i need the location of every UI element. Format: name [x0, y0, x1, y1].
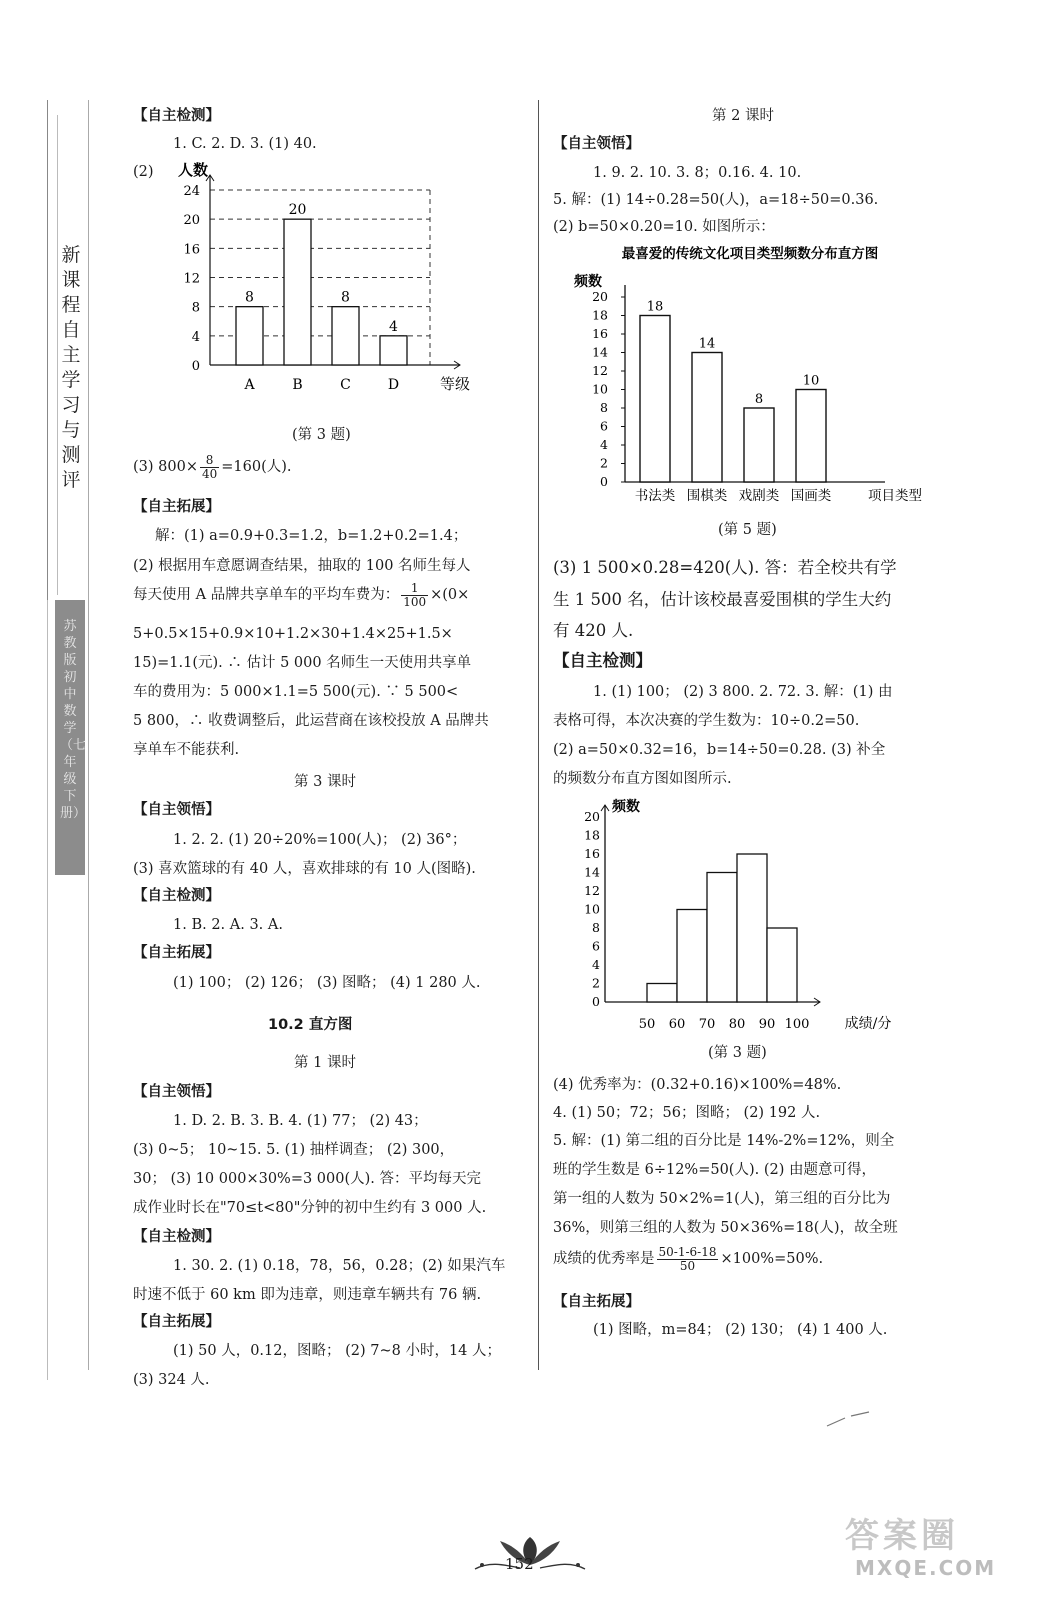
fraction — [200, 454, 219, 481]
y-tick-label: 20 — [183, 213, 200, 229]
y-tick-label: 12 — [183, 271, 200, 287]
chart-title: 最喜爱的传统文化项目类型频数分布直方图 — [621, 246, 879, 262]
y-tick-label: 8 — [600, 400, 608, 415]
answer-line: 1. B. 2. A. 3. A. — [173, 917, 283, 933]
y-tick-label: 10 — [592, 381, 608, 397]
watermark-url: MXQE.COM — [855, 1556, 997, 1580]
y-tick-label: 20 — [584, 809, 600, 824]
spine-band-text: 苏教版初中数学（七年级下册） — [60, 619, 87, 821]
y-tick-label: 0 — [191, 359, 200, 374]
x-axis-label: 等级 — [440, 375, 471, 393]
spine-rule — [88, 100, 89, 1370]
section-heading: 【自主拓展】 — [133, 945, 220, 961]
x-tick-label: 80 — [728, 1017, 746, 1032]
histogram-bar — [707, 873, 737, 1003]
answer-line — [133, 580, 469, 610]
numerator: 1 — [401, 582, 428, 596]
x-tick-label: 书法类 — [634, 488, 676, 504]
fraction — [401, 582, 428, 609]
answer-line: 生 1 500 名，估计该校最喜爱围棋的学生大约 — [553, 590, 892, 609]
y-tick-label: 6 — [592, 938, 600, 954]
section-heading: 【自主拓展】 — [133, 1314, 220, 1330]
y-tick-label: 12 — [592, 363, 608, 378]
x-tick-label: D — [387, 377, 400, 393]
answer-line: 的频数分布直方图如图所示. — [553, 771, 732, 787]
y-tick-label: 24 — [183, 184, 200, 199]
x-tick-label: 戏剧类 — [738, 488, 780, 504]
y-tick-label: 16 — [183, 242, 200, 258]
answer-line: 解：(1) a=0.9+0.3=1.2，b=1.2+0.2=1.4； — [155, 528, 468, 544]
y-tick-label: 10 — [584, 901, 600, 917]
data-label: 8 — [341, 289, 350, 306]
answer-line: 5. 解：(1) 第二组的百分比是 14%-2%=12%，则全 — [553, 1133, 895, 1149]
answer-line: (3) 喜欢篮球的有 40 人，喜欢排球的有 10 人(图略). — [133, 861, 476, 877]
bar-chart-culture — [550, 240, 960, 510]
answer-line: (1) 图略，m=84； (2) 130； (4) 1 400 人. — [593, 1322, 888, 1338]
data-label: 4 — [389, 318, 398, 335]
answer-line: 5. 解：(1) 14÷0.28=50(人)，a=18÷50=0.36. — [553, 192, 879, 208]
section-heading: 【自主领悟】 — [133, 1084, 220, 1100]
answer-line: (1) 50 人，0.12，图略； (2) 7~8 小时，14 人； — [173, 1343, 502, 1359]
bar — [284, 219, 311, 365]
section-heading: 【自主检测】 — [133, 1229, 220, 1245]
answer-line: 时速不低于 60 km 即为违章，则违章车辆共有 76 辆. — [133, 1287, 482, 1303]
answer-line: (1) 100； (2) 126； (3) 图略； (4) 1 280 人. — [173, 975, 481, 991]
section-heading: 【自主领悟】 — [133, 802, 220, 818]
y-tick-label: 18 — [592, 307, 608, 323]
x-tick-label: 国画类 — [790, 488, 832, 504]
section-title: 10.2 直方图 — [268, 1017, 353, 1033]
answer-line: (2) a=50×0.32=16，b=14÷50=0.28. (3) 补全 — [553, 742, 886, 758]
formula-text: =160(人). — [221, 459, 292, 475]
bar — [796, 390, 826, 483]
y-tick-label: 0 — [600, 474, 608, 489]
y-tick-label: 8 — [191, 300, 200, 316]
answer-line — [133, 452, 292, 482]
y-tick-label: 18 — [584, 827, 600, 843]
section-heading: 【自主拓展】 — [553, 1294, 640, 1310]
watermark-logo — [825, 1500, 1005, 1590]
lesson-title: 第 3 课时 — [294, 774, 356, 790]
y-tick-label: 4 — [191, 329, 200, 345]
histogram-bar — [647, 984, 677, 1003]
answer-line: (2) b=50×0.20=10. 如图所示： — [553, 219, 775, 235]
spine-rule — [57, 115, 58, 595]
answer-line: (3) 0~5； 10~15. 5. (1) 抽样调查； (2) 300， — [133, 1142, 455, 1158]
y-tick-label: 4 — [592, 957, 600, 972]
column-divider — [538, 100, 539, 1370]
lesson-title: 第 1 课时 — [294, 1055, 356, 1071]
x-tick-label: 50 — [638, 1017, 656, 1032]
histogram-bar — [737, 854, 767, 1002]
x-axis-label: 项目类型 — [868, 488, 922, 504]
answer-line: 1. (1) 100； (2) 3 800. 2. 72. 3. 解：(1) 由 — [593, 684, 893, 700]
histogram-scores — [560, 795, 940, 1035]
bar — [640, 316, 670, 483]
formula-text: 成绩的优秀率是 — [553, 1251, 655, 1267]
answer-line: 30； (3) 10 000×30%=3 000(人). 答：平均每天完 — [133, 1171, 482, 1187]
section-heading: 【自主领悟】 — [553, 136, 640, 152]
answer-line: 5+0.5×15+0.9×10+1.2×30+1.4×25+1.5× — [133, 626, 453, 642]
x-tick-label: 70 — [698, 1017, 716, 1032]
answer-line: 班的学生数是 6÷12%=50(人). (2) 由题意可得， — [553, 1162, 876, 1178]
y-tick-label: 8 — [592, 920, 600, 935]
numerator: 50-1-6-18 — [658, 1244, 717, 1259]
histogram-bar — [677, 910, 707, 1003]
y-tick-label: 14 — [592, 344, 608, 360]
data-label: 8 — [754, 392, 764, 407]
x-tick-label: 60 — [668, 1017, 686, 1032]
bar — [236, 307, 263, 365]
y-tick-label: 14 — [584, 864, 600, 880]
x-tick-label: B — [292, 377, 303, 393]
denominator: 40 — [201, 466, 218, 481]
answer-line: 36%，则第三组的人数为 50×36%=18(人)，故全班 — [553, 1220, 898, 1236]
bar — [380, 336, 407, 365]
y-tick-label: 2 — [592, 975, 600, 991]
data-label: 10 — [802, 373, 820, 389]
bar — [744, 408, 774, 482]
answer-line: 1. 2. 2. (1) 20÷20%=100(人)； (2) 36°； — [173, 832, 467, 848]
y-tick-label: 0 — [592, 994, 600, 1009]
lesson-title: 第 2 课时 — [712, 108, 774, 124]
histogram-bar — [767, 928, 797, 1002]
section-heading: 【自主检测】 — [133, 108, 220, 124]
formula-text: 每天使用 A 品牌共享单车的平均车费为： — [133, 587, 400, 603]
denominator: 100 — [403, 594, 427, 609]
answer-line: 1. 30. 2. (1) 0.18，78，56，0.28；(2) 如果汽车 — [173, 1258, 506, 1274]
fraction — [657, 1246, 719, 1273]
x-tick-label: 100 — [784, 1017, 810, 1032]
data-label: 8 — [245, 289, 254, 306]
y-tick-label: 12 — [584, 883, 600, 898]
chart-caption: (第 3 题) — [292, 427, 351, 443]
spine-title: 新课程自主学习与测评 — [61, 244, 81, 491]
answer-line: 1. C. 2. D. 3. (1) 40. — [173, 136, 317, 152]
answer-line: 车的费用为：5 000×1.1=5 500(元). ∵ 5 500< — [133, 684, 459, 700]
x-tick-label: A — [244, 377, 255, 393]
page-number: 152 — [505, 1555, 534, 1573]
answer-line: (2) 根据用车意愿调查结果，抽取的 100 名师生每人 — [133, 558, 471, 574]
answer-line: 有 420 人. — [553, 621, 634, 640]
bar-chart-grades — [140, 155, 485, 415]
y-tick-label: 6 — [600, 418, 608, 434]
x-tick-label: C — [340, 377, 351, 393]
answer-line: 5 800，∴ 收费调整后，此运营商在该校投放 A 品牌共 — [133, 713, 489, 729]
formula-text: (3) 800× — [133, 459, 198, 475]
section-heading: 【自主检测】 — [133, 888, 220, 904]
chart-caption: (第 3 题) — [708, 1045, 767, 1061]
answer-line: 1. 9. 2. 10. 3. 8；0.16. 4. 10. — [593, 165, 802, 181]
data-label: 20 — [288, 202, 307, 219]
answer-line: (3) 1 500×0.28=420(人). 答：若全校共有学 — [553, 558, 897, 577]
answer-line: 成作业时长在"70≤t<80"分钟的初中生约有 3 000 人. — [133, 1200, 487, 1216]
y-tick-label: 20 — [592, 289, 608, 304]
answer-line: 表格可得，本次决赛的学生数为：10÷0.2=50. — [553, 713, 860, 729]
bar — [332, 307, 359, 365]
watermark-text: 答案圈 — [845, 1516, 959, 1556]
answer-line: 享单车不能获利. — [133, 742, 240, 758]
x-tick-label: 围棋类 — [686, 488, 728, 504]
answer-line: (4) 优秀率为：(0.32+0.16)×100%=48%. — [553, 1077, 842, 1093]
denominator: 50 — [679, 1258, 696, 1273]
answer-line: (3) 324 人. — [133, 1372, 210, 1388]
section-heading: 【自主拓展】 — [133, 499, 220, 515]
y-tick-label: 16 — [592, 326, 608, 341]
y-axis-label: 频数 — [574, 274, 602, 290]
section-heading: 【自主检测】 — [553, 651, 652, 670]
x-tick-label: 90 — [758, 1017, 776, 1032]
answer-line — [553, 1242, 823, 1276]
data-label: 14 — [698, 336, 716, 352]
y-axis-label: 频数 — [612, 799, 640, 815]
chart-caption: (第 5 题) — [718, 522, 777, 538]
answer-line: 1. D. 2. B. 3. B. 4. (1) 77； (2) 43； — [173, 1113, 428, 1129]
spine-rule — [47, 100, 48, 600]
y-tick-label: 4 — [600, 437, 608, 452]
answer-line: 4. (1) 50；72；56；图略； (2) 192 人. — [553, 1105, 821, 1121]
bar — [692, 353, 722, 483]
answer-line: 15)=1.1(元). ∴ 估计 5 000 名师生一天使用共享单 — [133, 655, 472, 671]
x-axis-label: 成绩/分 — [844, 1016, 892, 1032]
spine-rule — [47, 600, 48, 1380]
numerator: 8 — [200, 454, 219, 468]
y-axis-label: 人数 — [178, 161, 209, 179]
data-label: 18 — [646, 299, 664, 315]
formula-text: ×100%=50%. — [720, 1251, 824, 1267]
formula-text: ×(0× — [430, 587, 470, 603]
answer-line: 第一组的人数为 50×2%=1(人)，第三组的百分比为 — [553, 1191, 891, 1207]
pen-mark — [825, 1410, 875, 1430]
y-tick-label: 2 — [600, 455, 608, 471]
y-tick-label: 16 — [584, 846, 600, 861]
answer-line: (2) — [133, 164, 154, 180]
